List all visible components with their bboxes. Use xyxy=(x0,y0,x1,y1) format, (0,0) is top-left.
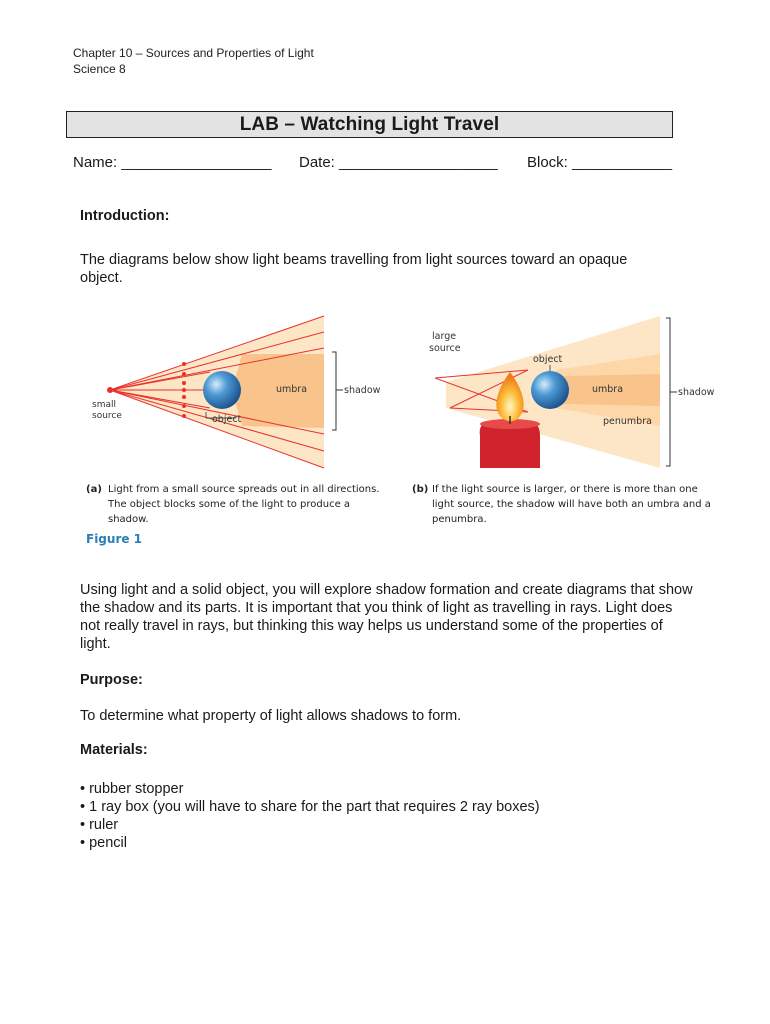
list-item: • 1 ray box (you will have to share for the part that requires 2 ray boxes) xyxy=(80,799,540,815)
caption-b-line-3: penumbra. xyxy=(432,514,487,525)
caption-b xyxy=(412,482,711,525)
block-blank[interactable]: ____________ xyxy=(572,154,673,171)
caption-a-line-2: The object blocks some of the light to produce a xyxy=(108,499,351,510)
title-box xyxy=(66,111,673,138)
object-label-a: object xyxy=(212,414,242,425)
caption-b-tag: (b) xyxy=(412,484,429,495)
object-label-b: object xyxy=(533,354,563,365)
materials-list xyxy=(80,780,540,852)
caption-a xyxy=(86,482,380,525)
shadow-label-b: shadow xyxy=(678,387,715,398)
introduction-heading: Introduction: xyxy=(80,208,170,224)
purpose-heading: Purpose: xyxy=(80,672,143,688)
small-source-label-2: source xyxy=(92,411,122,421)
caption-a-line-1: Light from a small source spreads out in all directions. xyxy=(108,484,380,495)
name-blank[interactable]: __________________ xyxy=(121,154,272,171)
course-line: Science 8 xyxy=(73,62,126,76)
block-field[interactable] xyxy=(527,154,672,171)
introduction-text: The diagrams below show light beams travelling from light sources toward an opaque object. xyxy=(80,252,628,286)
object-sphere xyxy=(203,371,241,409)
shadow-label-a: shadow xyxy=(344,385,381,396)
caption-a-line-3: shadow. xyxy=(108,514,149,525)
block-label: Block: xyxy=(527,154,568,171)
caption-b-line-2: light source, the shadow will have both an umbra and a xyxy=(432,499,711,510)
shadow-bracket-b xyxy=(666,318,670,466)
date-blank[interactable]: ___________________ xyxy=(339,154,498,171)
body-paragraph: Using light and a solid object, you will explore shadow formation and create diagrams that show the shadow and its parts. It is important that you think of light as travelling in rays. Light does not really travel in rays, but thinking this way helps us understand some of the properties of light. xyxy=(80,582,693,652)
panel-b xyxy=(429,316,715,468)
panel-a xyxy=(92,316,381,468)
small-source-label-1: small xyxy=(92,400,116,410)
umbra-label-b: umbra xyxy=(592,384,624,395)
materials-heading: Materials: xyxy=(80,742,148,758)
document-header xyxy=(73,45,314,77)
purpose-text: To determine what property of light allows shadows to form. xyxy=(80,708,462,724)
umbra-label-a: umbra xyxy=(276,384,308,395)
chapter-line: Chapter 10 – Sources and Properties of Light xyxy=(73,46,314,60)
caption-b-line-1: If the light source is larger, or there is more than one xyxy=(432,484,698,495)
name-field[interactable] xyxy=(73,154,272,171)
object-sphere-b xyxy=(531,371,569,409)
list-item: • ruler xyxy=(80,817,119,833)
caption-a-tag: (a) xyxy=(86,484,102,495)
penumbra-label: penumbra xyxy=(603,416,652,427)
date-field[interactable] xyxy=(299,154,498,171)
page-title: LAB – Watching Light Travel xyxy=(239,113,500,135)
name-label: Name: xyxy=(73,154,118,171)
large-source-label-1: large xyxy=(432,331,457,342)
large-source-label-2: source xyxy=(429,343,461,354)
small-source-dot xyxy=(107,387,113,393)
figure-label: Figure 1 xyxy=(86,532,143,546)
list-item: • rubber stopper xyxy=(80,781,184,797)
date-label: Date: xyxy=(299,154,335,171)
list-item: • pencil xyxy=(80,835,127,851)
shadow-bracket-a xyxy=(332,352,336,430)
